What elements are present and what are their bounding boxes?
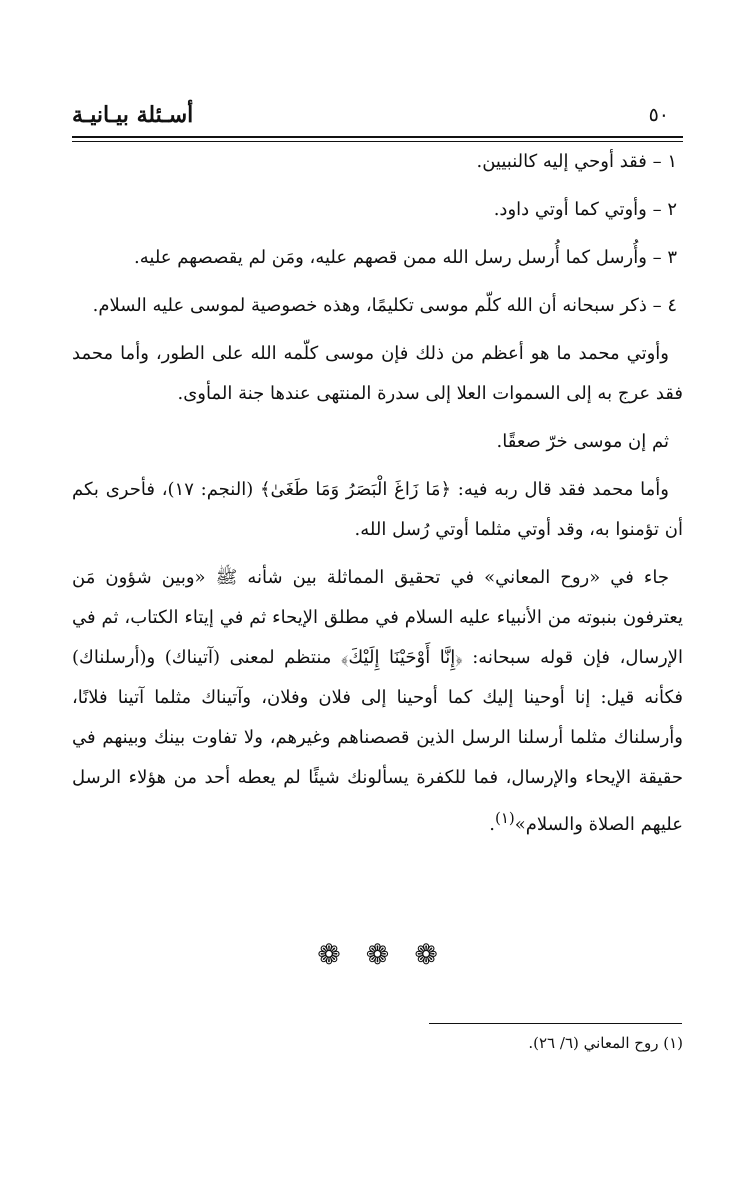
page-body xyxy=(72,142,683,853)
page-header xyxy=(72,100,683,138)
flower-ornament-icon: ❁ xyxy=(317,938,341,971)
paragraph-ascension: وأوتي محمد ما هو أعظم من ذلك فإن موسى كلّمه الله على الطور، وأما محمد فقد عرج به إلى السموات العلا إلى سدرة المنتهى عندها جنة المأوى. xyxy=(72,343,683,404)
list-item-1: ١ – فقد أوحي إليه كالنبيين. xyxy=(476,151,677,172)
footnote-reference: (١) xyxy=(494,809,515,827)
running-title: أسـئلة بيـانيـة xyxy=(72,102,194,128)
quotation-end: . xyxy=(489,814,495,835)
paragraph-quran-verse: وأما محمد فقد قال ربه فيه: ﴿مَا زَاغَ الْبَصَرُ وَمَا طَغَىٰ﴾ (النجم: ١٧)، فأحرى بكم أن تؤمنوا به، وقد أوتي مثلما أوتي رُسل الله. xyxy=(72,479,683,540)
quotation-text: جاء في «روح المعاني» في تحقيق المماثلة بين شأنه ﷺ «وبين شؤون مَن يعترفون بنبوته من الأنبياء عليه السلام في مطلق الإيحاء ثم في إيتاء الكتاب، ثم في الإرسال، فإن قوله سبحانه: ﴿إِنَّا أَوْحَيْنَا إِلَيْكَ﴾ منتظم لمعنى (آتيناك) و(أرسلناك) فكأنه قيل: إنا أوحينا إليك كما أوحينا إلى فلان وفلان، وآتيناك مثلما آتينا فلانًا، وأرسلناك مثلما أرسلنا الرسل الذين قصصناهم وغيرهم، ولا تفاوت بينك وبينهم في حقيقة الإيحاء والإرسال، فما للكفرة يسألونك شيئًا لم يعطه أحد من هؤلاء الرسل عليهم الصلاة والسلام» xyxy=(72,567,683,835)
flower-ornament-icon: ❁ xyxy=(414,938,438,971)
paragraph-moses: ثم إن موسى خرّ صعقًا. xyxy=(496,431,669,452)
footnote: (١) روح المعاني (٦/ ٢٦). xyxy=(528,1034,683,1052)
list-item-3: ٣ – وأُرسل كما أُرسل رسل الله ممن قصهم عليه، ومَن لم يقصصهم عليه. xyxy=(134,247,677,268)
flower-ornament-icon: ❁ xyxy=(365,938,390,971)
list-item-4: ٤ – ذكر سبحانه أن الله كلّم موسى تكليمًا، وهذه خصوصية لموسى عليه السلام. xyxy=(92,295,677,316)
footnote-divider xyxy=(429,1023,682,1024)
list-item-2: ٢ – وأوتي كما أوتي داود. xyxy=(493,199,677,220)
section-ornaments xyxy=(0,938,755,971)
paragraph-quotation xyxy=(72,558,683,845)
page-number: ٥٠ xyxy=(648,104,669,126)
